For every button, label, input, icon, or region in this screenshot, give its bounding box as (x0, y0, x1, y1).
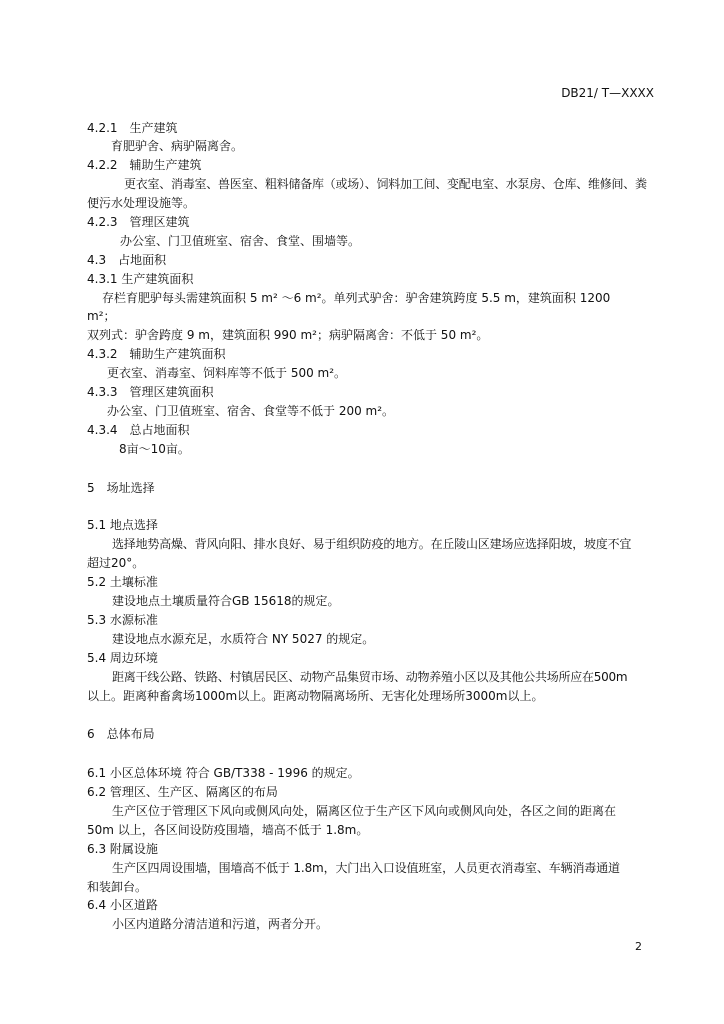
paragraph-text: 距离干线公路、铁路、村镇居民区、动物产品集贸市场、动物养殖小区以及其他公共场所应在500m (112, 670, 628, 684)
section-heading: 4.3.3 管理区建筑面积 (87, 385, 214, 399)
paragraph-text: 8亩～10亩。 (119, 442, 190, 456)
section-heading: 6.2 管理区、生产区、隔离区的布局 (87, 785, 278, 799)
document-code-header: DB21/ T—XXXX (561, 86, 654, 100)
paragraph-text: 办公室、门卫值班室、宿舍、食堂等不低于 200 m²。 (107, 404, 395, 418)
paragraph-text: 育肥驴舍、病驴隔离舍。 (111, 139, 244, 153)
section-heading: 5.2 土壤标准 (87, 575, 158, 589)
chapter-heading: 5 场址选择 (87, 481, 155, 495)
paragraph-text: 更衣室、消毒室、饲料库等不低于 500 m²。 (107, 366, 347, 380)
section-heading: 5.3 水源标准 (87, 613, 158, 627)
section-heading: 4.3.1 生产建筑面积 (87, 272, 194, 286)
paragraph-text: 超过20°。 (87, 556, 145, 570)
paragraph-text: 选择地势高燥、背风向阳、排水良好、易于组织防疫的地方。在丘陵山区建场应选择阳坡，坡度不宜 (112, 537, 632, 551)
section-heading: 6.4 小区道路 (87, 898, 158, 912)
paragraph-text: 生产区四周设围墙，围墙高不低于 1.8m，大门出入口设值班室，人员更衣消毒室、车辆消毒通道 (112, 861, 620, 875)
section-heading: 4.3.4 总占地面积 (87, 423, 190, 437)
section-heading: 5.1 地点选择 (87, 518, 158, 532)
section-heading: 6.1 小区总体环境 符合 GB/T338 - 1996 的规定。 (87, 766, 360, 780)
section-heading: 4.3 占地面积 (87, 253, 167, 267)
section-heading: 4.2.3 管理区建筑 (87, 215, 190, 229)
paragraph-text: 便污水处理设施等。 (87, 196, 196, 210)
section-heading: 4.2.2 辅助生产建筑 (87, 158, 202, 172)
paragraph-text: 存栏育肥驴每头需建筑面积 5 m² ～6 m²。单列式驴舍：驴舍建筑跨度 5.5 m，建筑面积 1200 (102, 291, 611, 305)
paragraph-text: 生产区位于管理区下风向或侧风向处，隔离区位于生产区下风向或侧风向处，各区之间的距离在 (112, 804, 617, 818)
section-heading: 5.4 周边环境 (87, 651, 158, 665)
paragraph-text: 更衣室、消毒室、兽医室、粗料储备库（或场）、饲料加工间、变配电室、水泵房、仓库、维修间、粪 (124, 177, 647, 191)
paragraph-text: 建设地点土壤质量符合GB 15618的规定。 (112, 594, 340, 608)
paragraph-text: 办公室、门卫值班室、宿舍、食堂、围墙等。 (120, 234, 361, 248)
section-heading: 4.2.1 生产建筑 (87, 121, 178, 135)
paragraph-text: 50m 以上，各区间设防疫围墙，墙高不低于 1.8m。 (87, 823, 369, 837)
section-heading: 6.3 附属设施 (87, 842, 158, 856)
paragraph-text: 双列式：驴舍跨度 9 m，建筑面积 990 m²；病驴隔离舍：不低于 50 m²。 (87, 328, 489, 342)
paragraph-text: m²； (87, 309, 116, 323)
section-heading: 4.3.2 辅助生产建筑面积 (87, 347, 226, 361)
paragraph-text: 以上。距离种畜禽场1000m以上。距离动物隔离场所、无害化处理场所3000m以上。 (87, 689, 544, 703)
paragraph-text: 建设地点水源充足，水质符合 NY 5027 的规定。 (112, 632, 375, 646)
paragraph-text: 小区内道路分清洁道和污道，两者分开。 (112, 917, 329, 931)
page-number: 2 (635, 940, 642, 953)
chapter-heading: 6 总体布局 (87, 727, 155, 741)
paragraph-text: 和装卸台。 (87, 880, 148, 894)
